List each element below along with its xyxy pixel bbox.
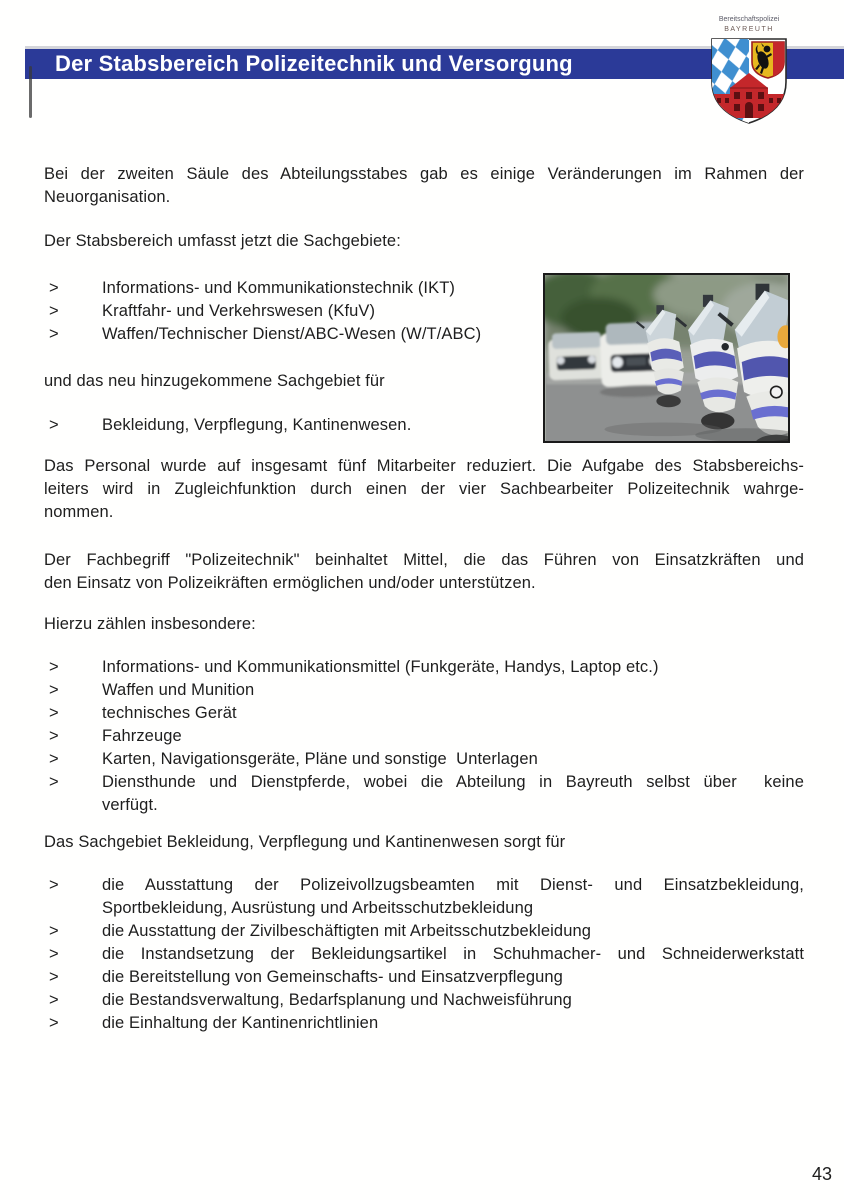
list-item [44,943,804,966]
text-line: den Einsatz von Polizeikräften ermöglichen und/oder unterstützen. [44,574,536,592]
list-item [44,414,534,437]
bullet-marker: > [49,704,59,722]
list-item [44,323,534,346]
bullet-marker: > [49,991,59,1009]
text-line: Der Fachbegriff "Polizeitechnik" beinhaltet Mittel, die das Führen von Einsatzkräften und [44,551,804,569]
text-line: die Bereitstellung von Gemeinschafts- und Einsatzverpflegung [102,968,563,986]
bullet-marker: > [49,922,59,940]
list-item [44,679,804,702]
list-item [44,656,804,679]
scan-artifact-line [29,66,32,118]
bullet-marker: > [49,876,59,894]
list-item [44,702,804,725]
text-line: die Instandsetzung der Bekleidungsartikel in Schuhmacher- und Schneiderwerkstatt [102,945,804,963]
list-mittel [44,656,804,817]
bullet-marker: > [49,1014,59,1032]
text-line: und das neu hinzugekommene Sachgebiet für [44,372,385,390]
text-line: Waffen und Munition [102,681,255,699]
list-versorgung [44,874,804,1035]
paragraph-stabsbereich-lead [44,230,804,253]
text-line: Diensthunde und Dienstpferde, wobei die Abteilung in Bayreuth selbst über keine [102,773,804,791]
text-line: Neuorganisation. [44,188,171,206]
paragraph-hierzu-lead [44,613,804,636]
bullet-marker: > [49,945,59,963]
list-item [44,748,804,771]
list-item [44,920,804,943]
police-vehicles-photo [543,273,790,443]
text-line: Hierzu zählen insbesondere: [44,615,256,633]
svg-text:BAYREUTH: BAYREUTH [724,26,774,33]
list-item [44,277,534,300]
paragraph-sachgebiet-lead [44,831,804,854]
svg-text:Bereitschaftspolizei: Bereitschaftspolizei [718,16,780,23]
text-line: Waffen/Technischer Dienst/ABC-Wesen (W/T/ABC) [102,325,482,343]
list-item [44,771,804,817]
page-title: Der Stabsbereich Polizeitechnik und Versorgung [55,51,573,76]
list-neu [44,414,534,437]
bullet-marker: > [49,302,59,320]
text-line: Informations- und Kommunikationsmittel (Funkgeräte, Handys, Laptop etc.) [102,658,659,676]
list-item [44,966,804,989]
list-item [44,989,804,1012]
text-line: Das Personal wurde auf insgesamt fünf Mitarbeiter reduziert. Die Aufgabe des Stabsbereichs- [44,457,804,475]
paragraph-neu-lead [44,370,534,393]
bullet-marker: > [49,773,59,791]
text-line: leiters wird in Zugleichfunktion durch einen der vier Sachbearbeiter Polizeitechnik wahrge- [44,480,804,498]
crest-graphic [704,12,794,128]
text-line: Kraftfahr- und Verkehrswesen (KfuV) [102,302,376,320]
list-item [44,725,804,748]
bullet-marker: > [49,727,59,745]
bullet-marker: > [49,279,59,297]
text-line: nommen. [44,503,114,521]
bullet-marker: > [49,681,59,699]
text-line: Bei der zweiten Säule des Abteilungsstabes gab es einige Veränderungen im Rahmen der [44,165,804,183]
bullet-marker: > [49,968,59,986]
text-line: technisches Gerät [102,704,237,722]
text-line: Karten, Navigationsgeräte, Pläne und sonstige Unterlagen [102,750,538,768]
text-line: die Einhaltung der Kantinenrichtlinien [102,1014,379,1032]
bayreuth-police-crest-icon [704,12,794,128]
text-line: Bekleidung, Verpflegung, Kantinenwesen. [102,416,412,434]
list-item [44,1012,804,1035]
text-line: verfügt. [102,796,158,814]
text-line: die Ausstattung der Polizeivollzugsbeamten mit Dienst- und Einsatzbekleidung, [102,876,804,894]
paragraph-intro [44,163,804,209]
page-number: 43 [812,1164,833,1184]
paragraph-fachbegriff [44,549,804,595]
list-item [44,300,534,323]
text-line: Das Sachgebiet Bekleidung, Verpflegung und Kantinenwesen sorgt für [44,833,566,851]
bullet-marker: > [49,750,59,768]
list-item [44,874,804,920]
text-line: Der Stabsbereich umfasst jetzt die Sachgebiete: [44,232,401,250]
list-sachgebiete [44,277,534,346]
text-line: Informations- und Kommunikationstechnik (IKT) [102,279,455,297]
text-line: die Ausstattung der Zivilbeschäftigten mit Arbeitsschutzbekleidung [102,922,592,940]
bullet-marker: > [49,325,59,343]
text-line: die Bestandsverwaltung, Bedarfsplanung und Nachweisführung [102,991,572,1009]
text-line: Sportbekleidung, Ausrüstung und Arbeitsschutzbekleidung [102,899,534,917]
bullet-marker: > [49,658,59,676]
paragraph-personal [44,455,804,524]
text-line: Fahrzeuge [102,727,182,745]
bullet-marker: > [49,416,59,434]
